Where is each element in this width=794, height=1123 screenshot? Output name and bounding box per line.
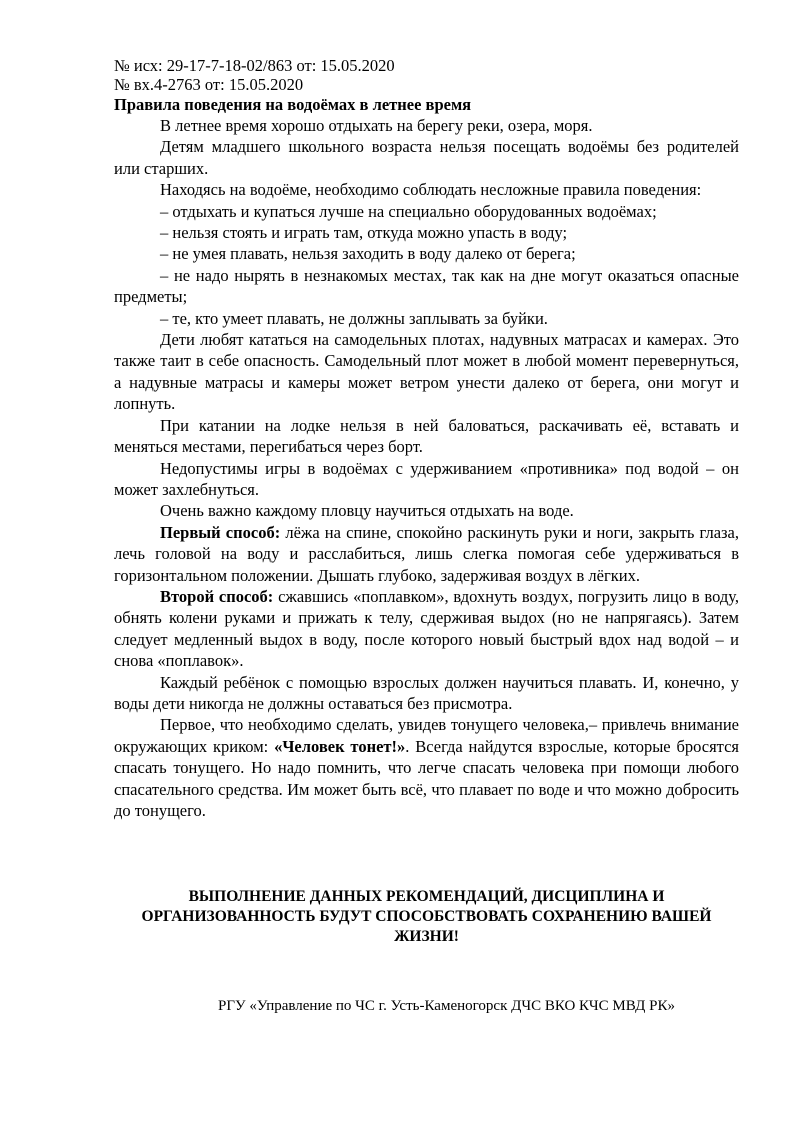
paragraph-rest: Очень важно каждому пловцу научиться отдыхать на воде. — [160, 501, 574, 521]
paragraph-second-way — [114, 586, 739, 672]
first-way-text: лёжа на спине, спокойно раскинуть руки и ноги, закрыть глаза, лечь головой на воду и расслабиться, лишь слегка помогая себе удерживаться в горизонтальном положении. Дышать глубоко, задерживая воздух в лёгких. — [114, 522, 739, 585]
document-body — [114, 56, 739, 821]
rule-item: – не надо нырять в незнакомых местах, так как на дне могут оказаться опасные предметы; — [114, 265, 739, 307]
rule-item: – те, кто умеет плавать, не должны заплывать за буйки. — [160, 308, 548, 328]
paragraph-learn-swim: Каждый ребёнок с помощью взрослых должен научиться плавать. И, конечно, у воды дети никогда не должны оставаться без присмотра. — [114, 672, 739, 713]
document-title: Правила поведения на водоёмах в летнее время — [114, 95, 472, 114]
rule-item: – не умея плавать, нельзя заходить в воду далеко от берега; — [160, 244, 576, 264]
first-way-label: Первый способ: — [160, 522, 281, 542]
paragraph-drowning — [114, 714, 739, 821]
second-way-label: Второй способ: — [160, 586, 274, 606]
drowning-text-end: . Всегда найдутся взрослые, которые бросятся спасать тонущего. Но надо помнить, что легче спасать человека при помощи любого спасательного средства. Им может быть всё, что плавает по воде и что можно добросить до тонущего. — [114, 736, 739, 820]
safety-notice: ВЫПОЛНЕНИЕ ДАННЫХ РЕКОМЕНДАЦИЙ, ДИСЦИПЛИНА И ОРГАНИЗОВАННОСТЬ БУДУТ СПОСОБСТВОВАТЬ СОХРАНЕНИЮ ВАШЕЙ ЖИЗНИ! — [141, 888, 712, 945]
incoming-number: № вх.4-2763 от: 15.05.2020 — [114, 75, 304, 94]
paragraph-summer: В летнее время хорошо отдыхать на берегу реки, озера, моря. — [160, 116, 593, 135]
issuer-footer: РГУ «Управление по ЧС г. Усть-Каменогорск ДЧС ВКО КЧС МВД РК» — [218, 998, 675, 1014]
drowning-shout: «Человек тонет!» — [274, 736, 406, 756]
outgoing-number: № исх: 29-17-7-18-02/863 от: 15.05.2020 — [114, 56, 395, 75]
paragraph-first-way — [114, 522, 739, 586]
rule-item: – отдыхать и купаться лучше на специально оборудованных водоёмах; — [160, 201, 657, 221]
paragraph-children: Детям младшего школьного возраста нельзя посещать водоёмы без родителей или старших. — [114, 137, 739, 178]
paragraph-boat: При катании на лодке нельзя в ней баловаться, раскачивать её, вставать и меняться местами, перегибаться через борт. — [114, 415, 739, 457]
second-way-text: сжавшись «поплавком», вдохнуть воздух, погрузить лицо в воду, обнять колени руками и прижать к телу, сдерживая выдох (но не напрягаясь). Затем следует медленный выдох в воду, после которого новый быстрый вдох над водой – и снова «поплавок». — [114, 586, 739, 671]
paragraph-rules-intro: Находясь на водоёме, необходимо соблюдать несложные правила поведения: — [160, 180, 702, 200]
paragraph-games: Недопустимы игры в водоёмах с удерживанием «противника» под водой – он может захлебнуться. — [114, 458, 739, 499]
rule-item: – нельзя стоять и играть там, откуда можно упасть в воду; — [160, 223, 568, 243]
drowning-text-start: Первое, что необходимо сделать, увидев тонущего человека,– привлечь внимание окружающих криком: — [114, 715, 739, 756]
paragraph-rafts: Дети любят кататься на самодельных плотах, надувных матрасах и камерах. Это также таит в себе опасность. Самодельный плот может в любой момент перевернуться, а надувные матрасы и камеры может ветром унести далеко от берега, они могут и лопнуть. — [114, 330, 739, 414]
